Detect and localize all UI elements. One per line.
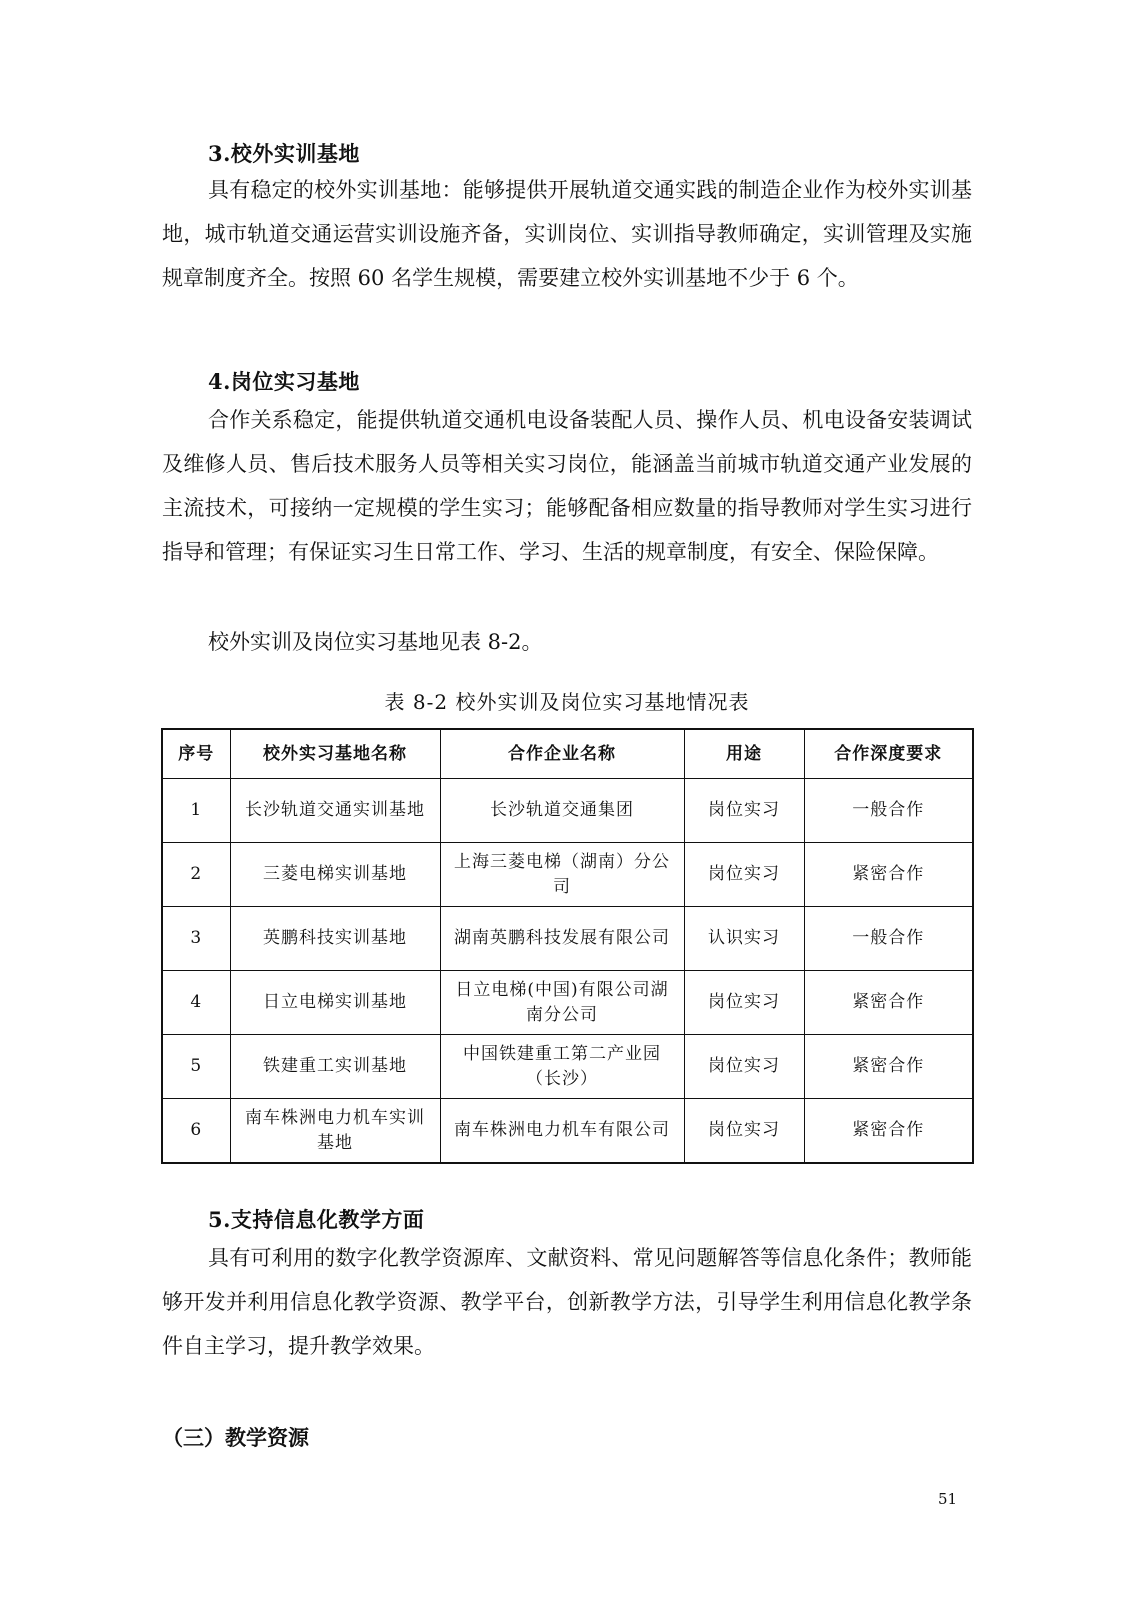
- cell-cooperation-depth: 紧密合作: [804, 1035, 973, 1099]
- cell-purpose: 岗位实习: [684, 843, 804, 907]
- header-base-name: 校外实习基地名称: [230, 729, 440, 779]
- cell-company-name: 上海三菱电梯（湖南）分公司: [440, 843, 684, 907]
- cell-cooperation-depth: 紧密合作: [804, 843, 973, 907]
- cell-base-name: 三菱电梯实训基地: [230, 843, 440, 907]
- table-row: [162, 779, 973, 843]
- table-row: [162, 971, 973, 1035]
- section-4-heading: 4.岗位实习基地: [208, 369, 360, 394]
- cell-purpose: 认识实习: [684, 907, 804, 971]
- header-purpose: 用途: [684, 729, 804, 779]
- section-3-heading: 3.校外实训基地: [208, 141, 360, 166]
- section-5-heading: 5.支持信息化教学方面: [208, 1207, 425, 1232]
- cell-purpose: 岗位实习: [684, 1035, 804, 1099]
- cell-cooperation-depth: 一般合作: [804, 907, 973, 971]
- cell-base-name: 英鹏科技实训基地: [230, 907, 440, 971]
- cell-index: 1: [162, 779, 230, 843]
- table-row: [162, 1035, 973, 1099]
- cell-purpose: 岗位实习: [684, 779, 804, 843]
- cell-cooperation-depth: 一般合作: [804, 779, 973, 843]
- cell-base-name: 长沙轨道交通实训基地: [230, 779, 440, 843]
- subsection-heading: （三）教学资源: [162, 1425, 309, 1450]
- cell-index: 4: [162, 971, 230, 1035]
- page-number: 51: [938, 1490, 958, 1508]
- cell-company-name: 长沙轨道交通集团: [440, 779, 684, 843]
- section-5-paragraph: 具有可利用的数字化教学资源库、文献资料、常见问题解答等信息化条件；教师能够开发并利用信息化教学资源、教学平台，创新教学方法，引导学生利用信息化教学条件自主学习，提升教学效果。: [162, 1246, 972, 1358]
- cell-index: 3: [162, 907, 230, 971]
- cell-base-name: 铁建重工实训基地: [230, 1035, 440, 1099]
- cell-company-name: 南车株洲电力机车有限公司: [440, 1099, 684, 1164]
- section-4-paragraph: 合作关系稳定，能提供轨道交通机电设备装配人员、操作人员、机电设备安装调试及维修人员、售后技术服务人员等相关实习岗位，能涵盖当前城市轨道交通产业发展的主流技术，可接纳一定规模的学生实习；能够配备相应数量的指导教师对学生实习进行指导和管理；有保证实习生日常工作、学习、生活的规章制度，有安全、保险保障。: [162, 408, 972, 564]
- base-table: [161, 728, 974, 1164]
- cell-index: 2: [162, 843, 230, 907]
- table-reference: 校外实训及岗位实习基地见表 8-2。: [208, 630, 543, 654]
- table-header-row: [162, 729, 973, 779]
- cell-purpose: 岗位实习: [684, 971, 804, 1035]
- header-company-name: 合作企业名称: [440, 729, 684, 779]
- cell-index: 6: [162, 1099, 230, 1164]
- table-row: [162, 843, 973, 907]
- cell-company-name: 湖南英鹏科技发展有限公司: [440, 907, 684, 971]
- cell-purpose: 岗位实习: [684, 1099, 804, 1164]
- header-cooperation-depth: 合作深度要求: [804, 729, 973, 779]
- table-caption: 表 8-2 校外实训及岗位实习基地情况表: [384, 690, 750, 714]
- cell-cooperation-depth: 紧密合作: [804, 1099, 973, 1164]
- section-3-paragraph: 具有稳定的校外实训基地：能够提供开展轨道交通实践的制造企业作为校外实训基地，城市轨道交通运营实训设施齐备，实训岗位、实训指导教师确定，实训管理及实施规章制度齐全。按照 60 名学生规模，需要建立校外实训基地不少于 6 个。: [162, 178, 972, 290]
- table-row: [162, 1099, 973, 1164]
- cell-cooperation-depth: 紧密合作: [804, 971, 973, 1035]
- table-row: [162, 907, 973, 971]
- cell-company-name: 中国铁建重工第二产业园（长沙）: [440, 1035, 684, 1099]
- header-index: 序号: [162, 729, 230, 779]
- cell-base-name: 日立电梯实训基地: [230, 971, 440, 1035]
- cell-base-name: 南车株洲电力机车实训基地: [230, 1099, 440, 1164]
- cell-index: 5: [162, 1035, 230, 1099]
- cell-company-name: 日立电梯(中国)有限公司湖南分公司: [440, 971, 684, 1035]
